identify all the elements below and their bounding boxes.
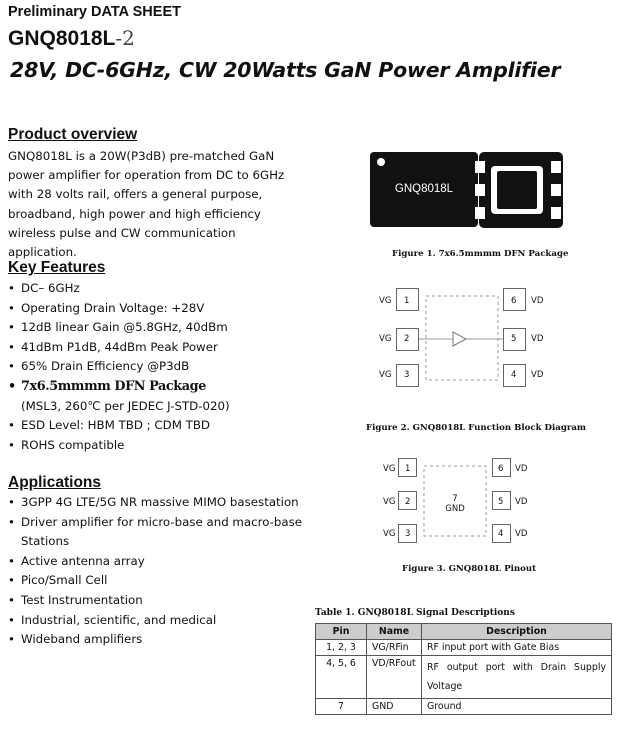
pin-label: VG [379,334,392,344]
table-row [316,699,612,715]
table-cell: 1, 2, 3 [316,640,367,656]
list-item: • Industrial, scientific, and medical [8,612,217,627]
pin1-marker-icon [377,158,385,166]
pin-number: 2 [405,497,411,507]
applications-heading: Applications [8,474,102,491]
pin-label: VG [379,296,392,306]
part-number-suffix: -2 [115,26,135,50]
chip-label: GNQ8018L [394,183,454,195]
pin-number: 5 [498,497,504,507]
table1-title: Table 1. GNQ8018L Signal Descriptions [315,608,515,618]
function-block-diagram [396,288,528,392]
pin-number: 6 [498,464,504,474]
list-item: • Driver amplifier for micro-base and macro-base [8,514,303,529]
preliminary-label: Preliminary DATA SHEET [8,4,181,20]
table-header: Pin [316,624,367,640]
chip-top-view [370,152,478,227]
part-number [8,26,135,51]
part-number-main: GNQ8018L [8,27,116,50]
list-item: • 3GPP 4G LTE/5G NR massive MIMO basestation [8,495,299,509]
pin-label: VG [379,370,392,380]
pin-number: 6 [511,296,517,306]
table-header-row [316,624,612,640]
applications-list [8,493,302,650]
list-item: • 12dB linear Gain @5.8GHz, 40dBm [8,320,228,335]
pin-label: VD [531,370,544,380]
pin-label: VD [531,334,544,344]
table-cell: 7 [316,699,367,715]
table-row [316,656,612,699]
list-item: • Active antenna array [8,553,145,568]
list-item: • ESD Level: HBM TBD ; CDM TBD [8,418,211,433]
table-cell: Ground [422,699,612,715]
pin-number: 3 [404,370,410,380]
pin-number: 1 [405,464,411,474]
pin-number: 4 [511,370,517,380]
features-list [8,279,230,455]
list-item: • Wideband amplifiers [8,632,143,647]
figure2-caption: Figure 2. GNQ8018L Function Block Diagram [366,423,587,433]
chip-bottom-view [473,150,563,230]
center-pin-label: GND [445,504,465,514]
signal-table [315,623,612,715]
list-item: • Operating Drain Voltage: +28V [8,300,205,315]
pin-label: VG [383,497,396,507]
table-cell: 4, 5, 6 [316,656,367,699]
table-cell: RF input port with Gate Bias [422,640,612,656]
pin-label: VD [515,529,528,539]
list-item: • 41dBm P1dB, 44dBm Peak Power [8,339,218,354]
pin-number: 3 [405,529,411,539]
figure3-caption: Figure 3. GNQ8018L Pinout [402,564,537,574]
pin-label: VG [383,529,396,539]
table-cell: VD/RFout [367,656,422,699]
pin-label: VG [383,464,396,474]
list-item: • DC– 6GHz [8,281,80,295]
pin-number: 1 [404,296,410,306]
table-row [316,640,612,656]
list-item-continuation: (MSL3, 260℃ per JEDEC J-STD-020) [21,398,230,413]
list-item-continuation: Stations [21,534,70,549]
pin-number: 2 [404,334,410,344]
table-cell: VG/RFin [367,640,422,656]
figure1-caption: Figure 1. 7x6.5mmmm DFN Package [392,249,569,259]
table-cell: RF output port with Drain Supply Voltage [422,656,612,699]
document-title: 28V, DC-6GHz, CW 20Watts GaN Power Amplifier [10,58,561,82]
list-item: • Pico/Small Cell [8,573,108,588]
overview-heading: Product overview [8,126,138,143]
overview-text: GNQ8018L is a 20W(P3dB) pre-matched GaN power amplifier for operation from DC to 6GHz with 28 volts rail, offers a general purpose, broadband, high power and high efficiency wireless pulse and CW communication application. [8,149,285,260]
table-header: Description [422,624,612,640]
pin-label: VD [531,296,544,306]
list-item: • Test Instrumentation [8,592,143,607]
table-cell: GND [367,699,422,715]
center-pin-number: 7 [452,494,458,504]
pin-label: VD [515,497,528,507]
pin-label: VD [515,464,528,474]
pin-number: 4 [498,529,504,539]
table-header: Name [367,624,422,640]
list-item: • 7x6.5mmmm DFN Package [8,378,206,394]
pin-number: 5 [511,334,517,344]
list-item: • 65% Drain Efficiency @P3dB [8,359,190,374]
list-item: • ROHS compatible [8,437,125,452]
features-heading: Key Features [8,259,106,276]
